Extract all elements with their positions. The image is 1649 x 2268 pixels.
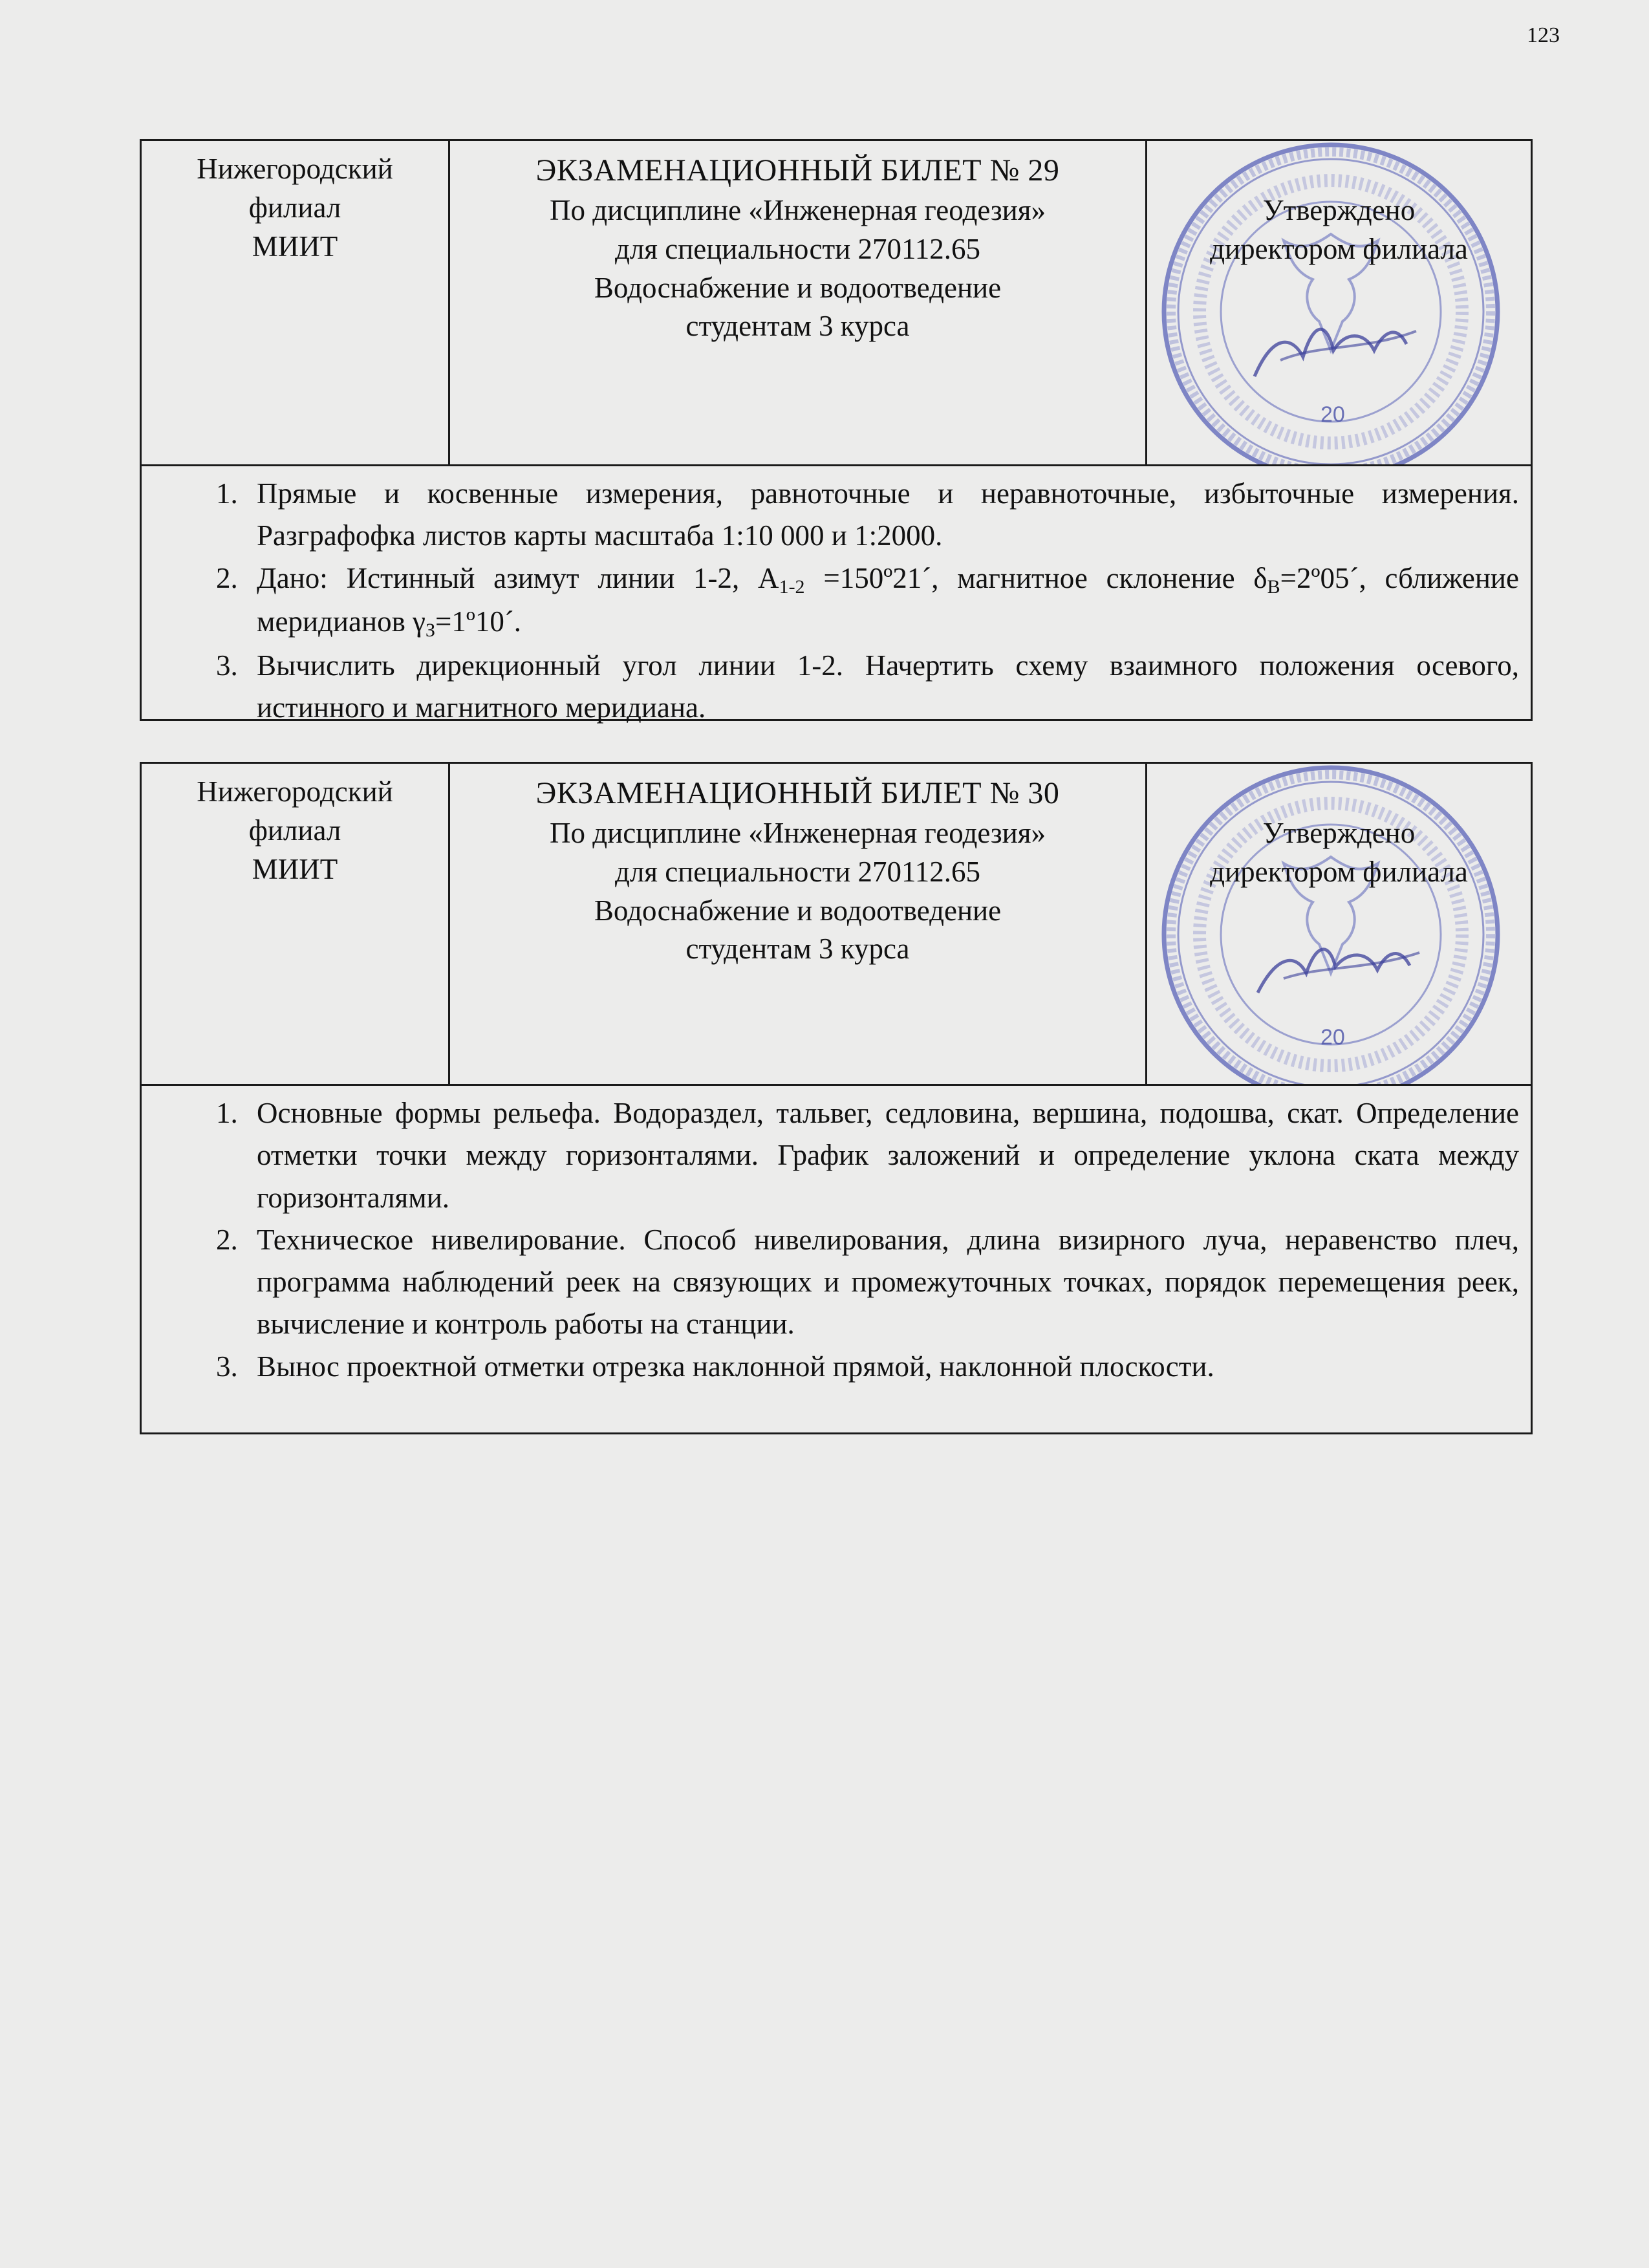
org-line: Нижегородский xyxy=(197,153,393,185)
stamp-year: 20 xyxy=(1320,1025,1345,1050)
stamp-year: 20 xyxy=(1320,402,1345,427)
ticket-title-cell xyxy=(450,764,1147,1084)
question-item: 2. Техническое нивелирование. Способ нивелирования, длина визирного луча, неравенство плеч, программа наблюдений реек на связующих и промежуточных точках, порядок перемещения реек, вычисление и контроль работы на станции. xyxy=(245,1219,1519,1346)
question-item: 1. Основные формы рельефа. Водораздел, тальвег, седловина, вершина, подошва, скат. Определение отметки точки между горизонталями. График заложений и определение уклона ската между горизонталями. xyxy=(245,1092,1519,1219)
organization-cell xyxy=(142,764,450,1084)
question-item: 3. Вынос проектной отметки отрезка наклонной прямой, наклонной плоскости. xyxy=(245,1346,1519,1388)
ticket-header xyxy=(142,764,1531,1086)
approval-cell xyxy=(1147,764,1531,1084)
approval-line: директором филиала xyxy=(1210,855,1468,888)
approval-text xyxy=(1147,764,1531,892)
org-line: Нижегородский xyxy=(197,775,393,808)
question-list xyxy=(142,1092,1519,1388)
ticket-title-cell xyxy=(450,141,1147,464)
audience: студентам 3 курса xyxy=(685,310,910,343)
question-list xyxy=(142,473,1519,729)
org-line: филиал xyxy=(248,191,341,224)
specialty: для специальности 270112.65 xyxy=(614,232,981,265)
organization-cell xyxy=(142,141,450,464)
org-line: МИИТ xyxy=(252,852,338,885)
org-line: МИИТ xyxy=(252,230,338,263)
approval-line: Утверждено xyxy=(1262,194,1416,226)
page-number: 123 xyxy=(1527,23,1560,47)
approval-cell xyxy=(1147,141,1531,464)
audience: студентам 3 курса xyxy=(685,933,910,966)
discipline: По дисциплине «Инженерная геодезия» xyxy=(550,816,1046,849)
question-item: 1. Прямые и косвенные измерения, равноточные и неравноточные, избыточные измерения. Разграфофка листов карты масштаба 1:10 000 и 1:2000. xyxy=(245,473,1519,557)
exam-ticket-30 xyxy=(140,762,1533,1434)
org-line: филиал xyxy=(248,814,341,847)
approval-line: Утверждено xyxy=(1262,817,1416,849)
discipline: По дисциплине «Инженерная геодезия» xyxy=(550,193,1046,226)
ticket-questions xyxy=(142,466,1531,734)
approval-text xyxy=(1147,141,1531,269)
question-item: 3. Вычислить дирекционный угол линии 1-2. Начертить схему взаимного положения осевого, истинного и магнитного меридиана. xyxy=(245,645,1519,729)
ticket-header xyxy=(142,141,1531,466)
specialty-name: Водоснабжение и водоотведение xyxy=(594,894,1002,927)
specialty-name: Водоснабжение и водоотведение xyxy=(594,271,1002,304)
ticket-questions xyxy=(142,1086,1531,1393)
ticket-title: ЭКЗАМЕНАЦИОННЫЙ БИЛЕТ № 30 xyxy=(535,776,1060,810)
specialty: для специальности 270112.65 xyxy=(614,855,981,888)
question-item: 2. Дано: Истинный азимут линии 1-2, $А_{1-2}$ =150º21´, магнитное склонение $\delta_В=2º05´$, сближение меридианов $\gamma_З=1º10´$. xyxy=(245,557,1519,645)
ticket-title: ЭКЗАМЕНАЦИОННЫЙ БИЛЕТ № 29 xyxy=(535,153,1060,188)
exam-ticket-29 xyxy=(140,139,1533,724)
approval-line: директором филиала xyxy=(1210,232,1468,265)
